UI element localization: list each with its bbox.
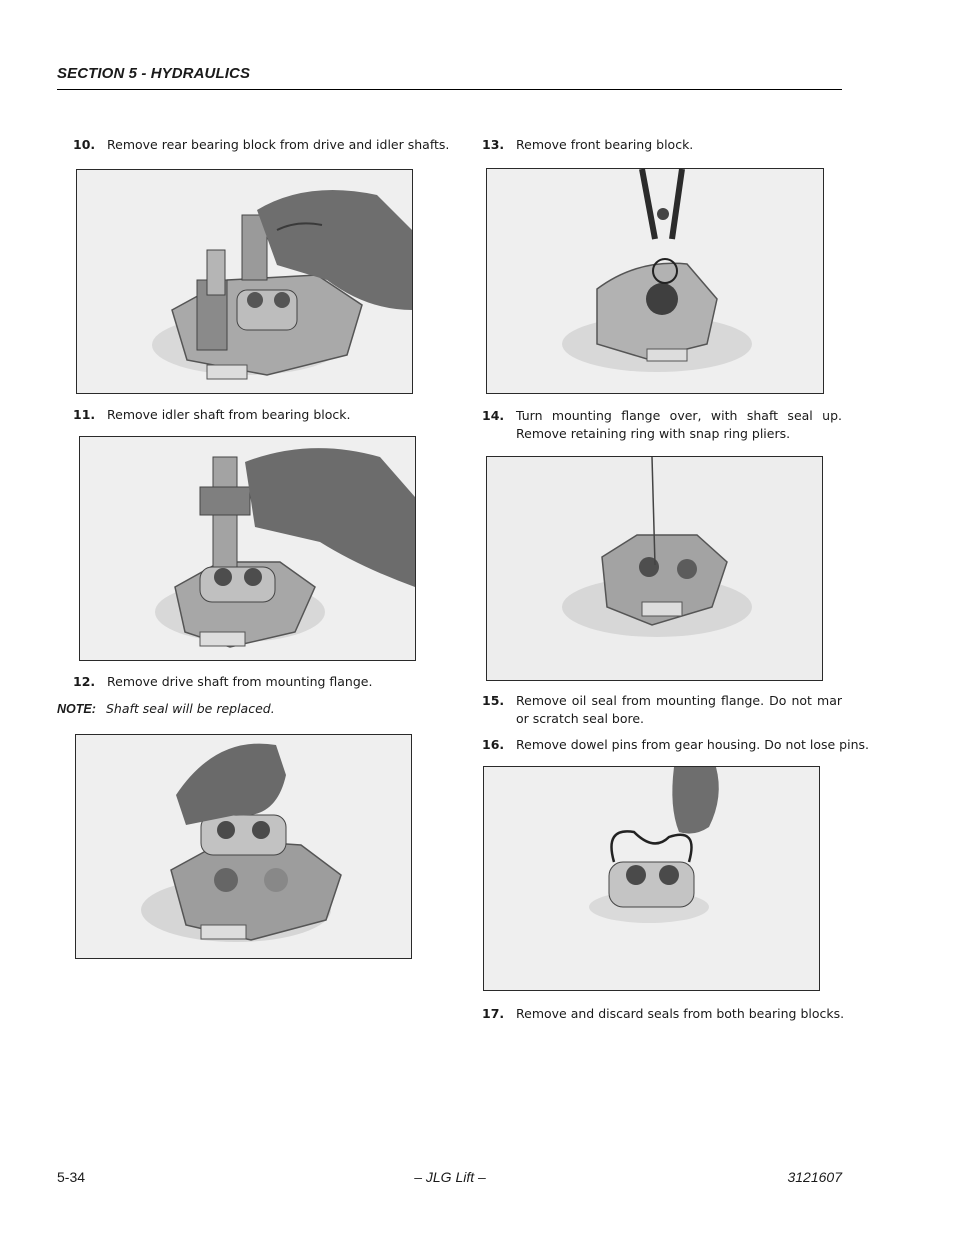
step-number: 13. (482, 137, 505, 152)
photo-remove-front-bearing-block (486, 168, 824, 394)
photo-remove-retaining-ring (486, 456, 823, 681)
step-text: Remove rear bearing block from drive and idler shafts. (107, 137, 450, 152)
step-number: 11. (73, 407, 96, 422)
step-text: Remove front bearing block. (516, 137, 694, 152)
step-number: 17. (482, 1006, 505, 1021)
step-text: Remove drive shaft from mounting flange. (107, 674, 373, 689)
document-number: 3121607 (787, 1169, 842, 1185)
step-text: Turn mounting flange over, with shaft seal up. Remove retaining ring with snap ring pliers. (516, 408, 842, 441)
step-text: Remove and discard seals from both bearing blocks. (516, 1006, 845, 1021)
step-number: 15. (482, 693, 505, 708)
photo-remove-rear-bearing-block (76, 169, 413, 394)
step-text: Remove dowel pins from gear housing. Do not lose pins. (516, 737, 870, 752)
step-number: 14. (482, 408, 505, 423)
step-number: 16. (482, 737, 505, 752)
photo-remove-drive-shaft (75, 734, 412, 959)
section-header-title: SECTION 5 - HYDRAULICS (57, 65, 251, 82)
note-label: NOTE: (57, 702, 96, 716)
step-number: 10. (73, 137, 96, 152)
note (57, 701, 275, 716)
step-text: Remove idler shaft from bearing block. (107, 407, 351, 422)
header-rule (57, 89, 842, 90)
photo-remove-idler-shaft (79, 436, 416, 661)
footer-center-label: – JLG Lift – (414, 1169, 486, 1185)
step-number: 12. (73, 674, 96, 689)
note-text: Shaft seal will be replaced. (106, 701, 275, 716)
photo-remove-dowel-pins (483, 766, 820, 991)
page-number: 5-34 (57, 1169, 86, 1185)
step-text: Remove oil seal from mounting flange. Do not mar or scratch seal bore. (516, 693, 842, 726)
